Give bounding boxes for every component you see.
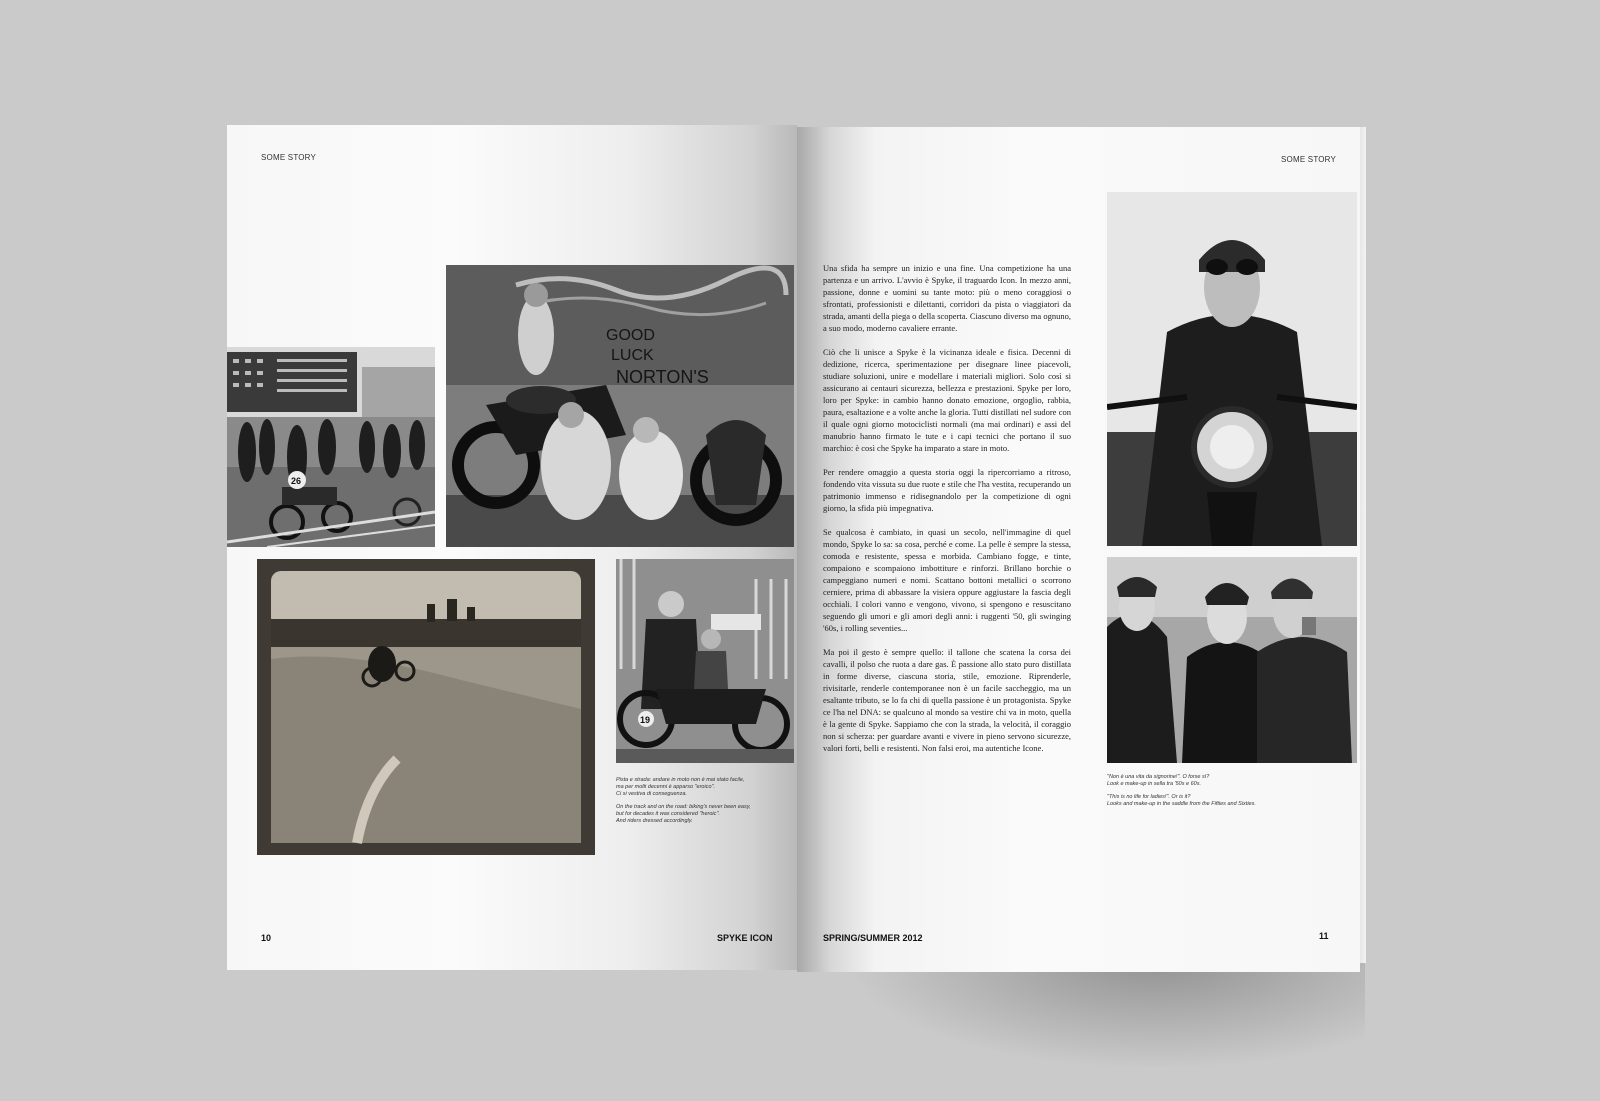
- page-number-left: 10: [261, 933, 272, 943]
- caption-left: [616, 777, 796, 831]
- photo-women-makeup: [1107, 557, 1357, 763]
- photo-norton-workshop: [446, 265, 794, 547]
- wall-sign-line1: GOOD: [606, 327, 655, 344]
- article-paragraph: Per rendere omaggio a questa storia oggi la ripercorriamo a ritroso, fondendo vita vissuta su due ruote e stile che l'ha vestita, recuperando un patrimonio immenso e ridisegnandolo per la competizione di ogni giorno, la sfida più impegnativa.: [823, 467, 1071, 513]
- caption-left-english: On the track and on the road: biking's never been easy, but for decades it was considered "heroic". And riders dressed accordingly.: [616, 804, 751, 824]
- caption-right-italian: "Non è una vita da signorine!". O forse sì? Look e make-up in sella tra '50s e 60s.: [1107, 774, 1210, 787]
- caption-left-italian: Pista e strada: andare in moto non è mai stato facile, ma per molti decenni è apparso "eroico". Ci si vestiva di conseguenza.: [616, 777, 745, 797]
- photo-woman-goggles: [1107, 192, 1357, 546]
- article-body: [823, 262, 1071, 766]
- caption-right-english: "This is no life for ladies!". Or is it? Looks and make-up in the saddle from the Fifties and Sixties.: [1107, 794, 1256, 807]
- running-head-left: SOME STORY: [261, 153, 317, 162]
- photo-rider-portrait: [616, 559, 794, 763]
- right-page: [797, 127, 1360, 972]
- race-number: 26: [291, 476, 302, 486]
- wall-sign-line2: LUCK: [611, 347, 654, 364]
- article-paragraph: Ma poi il gesto è sempre quello: il tallone che scatena la corsa dei cavalli, il polso che ruota a dare gas. È passione allo stato puro distillata in forme diverse, ciascuna storia, stile, emozione. Riprenderle, rivisitarle, renderle contemporanee non è un facile saccheggio, ma un esaltante tributo, se lo fa chi di quella passione è un protagonista. Spyke ce l'ha nel DNA: se qualcuno al mondo sa vestire chi va in moto, quella è la gente di Spyke. Sappiamo che con la strada, la velocità, il coraggio non si scherza: per guardare avanti e vivere in pieno servono sicurezze, valori forti, belli e resistenti. Non falsi eroi, ma autentiche Icone.: [823, 647, 1071, 753]
- magazine-title: SPYKE ICON: [717, 933, 773, 943]
- bike-number: 19: [640, 715, 651, 725]
- article-paragraph: Se qualcosa è cambiato, in quasi un secolo, nell'immagine di quel mondo, Spyke lo sa: sa cosa, perché e come. La pelle è sempre la stessa, comoda e resistente, spessa e morbida. Cambiano fogge, e tinte, compaiono e scompaiono imbottiture e rinforzi. Brillano borchie o campeggiano numeri e nomi. Scattano bottoni metallici o scorrono cerniere, prima di abbassare la visiera oppure aggiustare la fascia degli occhiali. I colori vanno e vengono, vivono, si spengono e resuscitano seguendo gli umori e gli amori degli anni: i ruggenti '50, gli swinging '60s, i rolling seventies...: [823, 527, 1071, 633]
- wall-sign-line3: NORTON'S: [616, 367, 709, 387]
- magazine-shadow: [845, 960, 1365, 1070]
- running-head-right: SOME STORY: [1281, 155, 1337, 164]
- left-page: [227, 125, 797, 970]
- photo-race-start: [227, 347, 435, 547]
- issue-season: SPRING/SUMMER 2012: [823, 933, 923, 943]
- article-paragraph: Ciò che li unisce a Spyke è la vicinanza ideale e fisica. Decenni di dedizione, ricerca, sperimentazione per disegnare linee piacevoli, studiare soluzioni, unire e modellare i materiali migliori. Solo così si assicurano ai centauri sicurezza, bellezza e prestazioni. Spyke per loro, loro per Spyke: in cambio hanno donato emozione, orgoglio, rabbia, paura, esaltazione e a volte anche la gloria. Tutti distillati nel sudore con il quale ogni giorno motociclisti normali (ma mai ordinari) e assi del manubrio hanno firmato le tute e i capi tecnici che portano il suo marchio: è così che Spyke ha imparato a stare in moto.: [823, 347, 1071, 453]
- photo-sepia-corner: [257, 559, 595, 855]
- article-paragraph: Una sfida ha sempre un inizio e una fine. Una competizione ha una partenza e un arrivo. L'avvio è Spyke, il traguardo Icon. In mezzo anni, passione, donne e uomini su tante moto: più o meno coraggiosi o sfrontati, professionisti e dilettanti, corridori da pista o viaggiatori da strada, amanti della piega o della scoperta. Ciascuno diverso ma ognuno, a suo modo, moderno cavaliere errante.: [823, 263, 1071, 333]
- page-number-right: 11: [1319, 931, 1329, 941]
- caption-right: [1107, 774, 1357, 814]
